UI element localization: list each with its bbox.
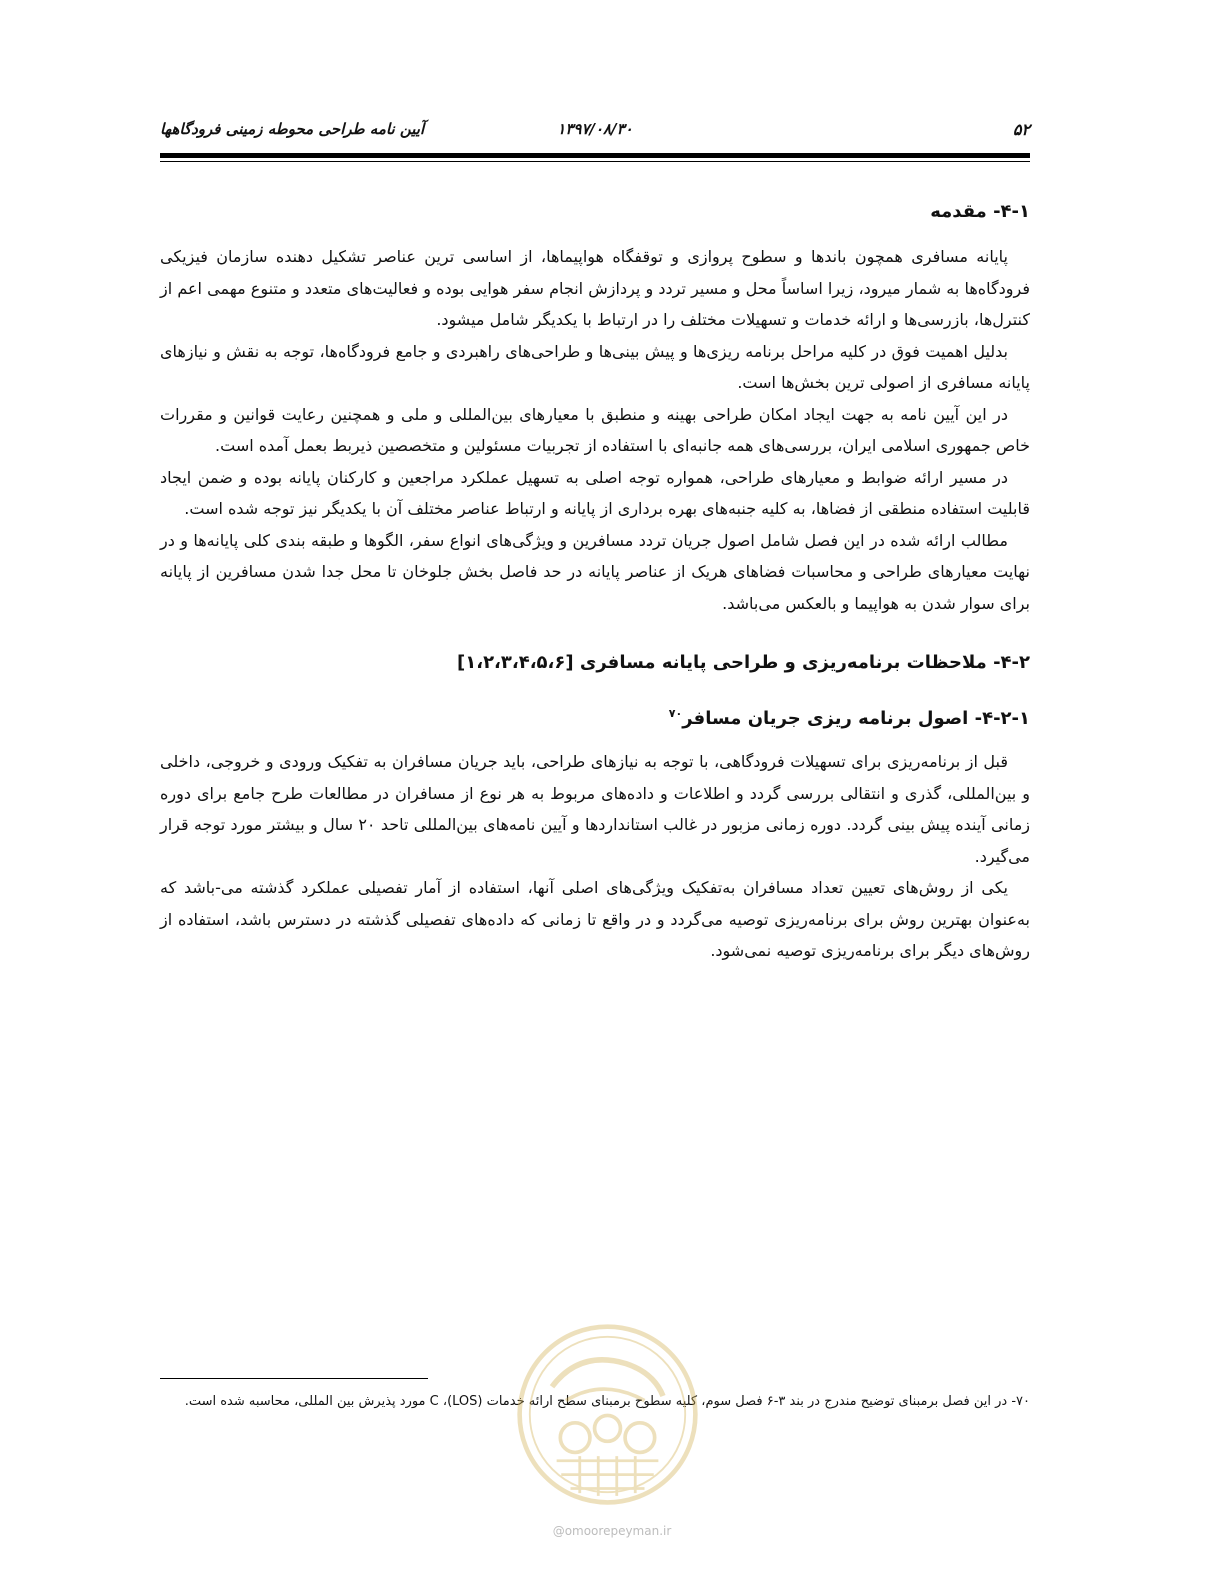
subsection-heading-text: ۴-۲-۱- اصول برنامه ریزی جریان مسافر xyxy=(682,708,1030,729)
header-rule-thick xyxy=(160,153,1030,158)
page-number: ۵۲ xyxy=(1012,120,1030,139)
paragraph: در مسیر ارائه ضوابط و معیارهای طراحی، همواره توجه اصلی به تسهیل عملکرد مراجعین و کارکنان پایانه بوده و ضمن ایجاد قابلیت استفاده منطقی از فضاها، به کلیه جنبه‌های بهره برداری از پایانه و ارتباط عناصر مختلف آن با یکدیگر نیز توجه شده است. xyxy=(160,467,1030,518)
watermark-site: omoorepeyman.ir xyxy=(564,1524,672,1538)
at-icon: @ xyxy=(552,1524,565,1538)
paragraph: قبل از برنامه‌ریزی برای تسهیلات فرودگاهی، با توجه به نیازهای طراحی، باید جریان مسافران به تفکیک ورودی و خروجی، داخلی و بین‌المللی، گذری و انتقالی بررسی گردد و اطلاعات و داده‌های مربوط به هر نوع از مسافران در مطالعات طرح جامع برای دوره زمانی آینده پیش بینی گردد. دوره زمانی مزبور در غالب استانداردها و آیین نامه‌های بین‌المللی تاحد ۲۰ سال و بیشتر مورد توجه قرار می‌گیرد. xyxy=(160,752,1031,866)
paragraph: پایانه مسافری همچون باندها و سطوح پروازی و توقفگاه هواپیماها، از اساسی ترین عناصر تشکیل دهنده سازمان فیزیکی فرودگاه‌ها به شمار میرود، زیرا اساساً محل و مسیر تردد و پردازش انجام سفر هوایی بوده و فعالیت‌های متعدد و متنوع مهمی اعم از کنترل‌ها، بازرسی‌ها و ارائه خدمات و تسهیلات مختلف را در ارتباط با یکدیگر شامل میشود. xyxy=(160,247,1030,329)
subsection-heading-flow xyxy=(160,698,1030,734)
watermark-seal-logo xyxy=(515,1322,700,1507)
paragraph: بدلیل اهمیت فوق در کلیه مراحل برنامه ریزی‌ها و پیش بینی‌ها و طراحی‌های راهبردی و جامع فرودگاه‌ها، توجه به نقش و نیازهای پایانه مسافری از اصولی ترین بخش‌ها است. xyxy=(160,341,1030,392)
paragraph: یکی از روش‌های تعیین تعداد مسافران به‌تفکیک ویژگی‌های اصلی آنها، استفاده از آمار تفصیلی عملکرد گذشته می-باشد که به‌عنوان بهترین روش برای برنامه‌ریزی توصیه می‌گردد و در واقع تا زمانی که داده‌های تفصیلی گذشته در دسترس باشد، استفاده از روش‌های دیگر برای برنامه‌ریزی توصیه نمی‌شود. xyxy=(160,878,1030,960)
footnote-separator xyxy=(160,1378,428,1379)
footnote: ۷۰- در این فصل برمبنای توضیح مندرج در بند ۳-۶ فصل سوم، کلیه سطوح برمبنای سطح ارائه خدمات (LOS)، C مورد پذیرش بین المللی، محاسبه شده است. xyxy=(184,1394,1030,1409)
header-date: ۱۳۹۷/۰۸/۳۰ xyxy=(557,120,633,138)
paragraph: مطالب ارائه شده در این فصل شامل اصول جریان تردد مسافرین و ویژگی‌های انواع سفر، الگوها و طبقه بندی کلی پایانه‌ها و در نهایت معیارهای طراحی و محاسبات فضاهای هریک از عناصر پایانه در حد فاصل بخش جلوخان تا محل جدا شدن مسافرین از پایانه برای سوار شدن به هواپیما و بالعکس می‌باشد. xyxy=(160,530,1030,613)
footnote-reference: ۷۰ xyxy=(668,707,683,720)
section-heading-planning: ۴-۲- ملاحظات برنامه‌ریزی و طراحی پایانه مسافری [۱،۲،۳،۴،۵،۶] xyxy=(457,652,1030,673)
header-doc-title: آیین نامه طراحی محوطه زمینی فرودگاهها xyxy=(160,120,425,138)
running-header xyxy=(160,116,1030,146)
body-content xyxy=(160,196,1030,967)
header-rule-thin xyxy=(160,161,1030,162)
paragraph: در این آیین نامه به جهت ایجاد امکان طراحی بهینه و منطبق با معیارهای بین‌المللی و ملی و همچنین رعایت قوانین و مقررات خاص جمهوری اسلامی ایران، بررسی‌های همه جانبه‌ای با استفاده از تجربیات مسئولین و متخصصین ذیربط بعمل آمده است. xyxy=(160,404,1030,455)
section-heading-intro: ۴-۱- مقدمه xyxy=(930,201,1030,222)
watermark-url xyxy=(0,1524,1224,1538)
